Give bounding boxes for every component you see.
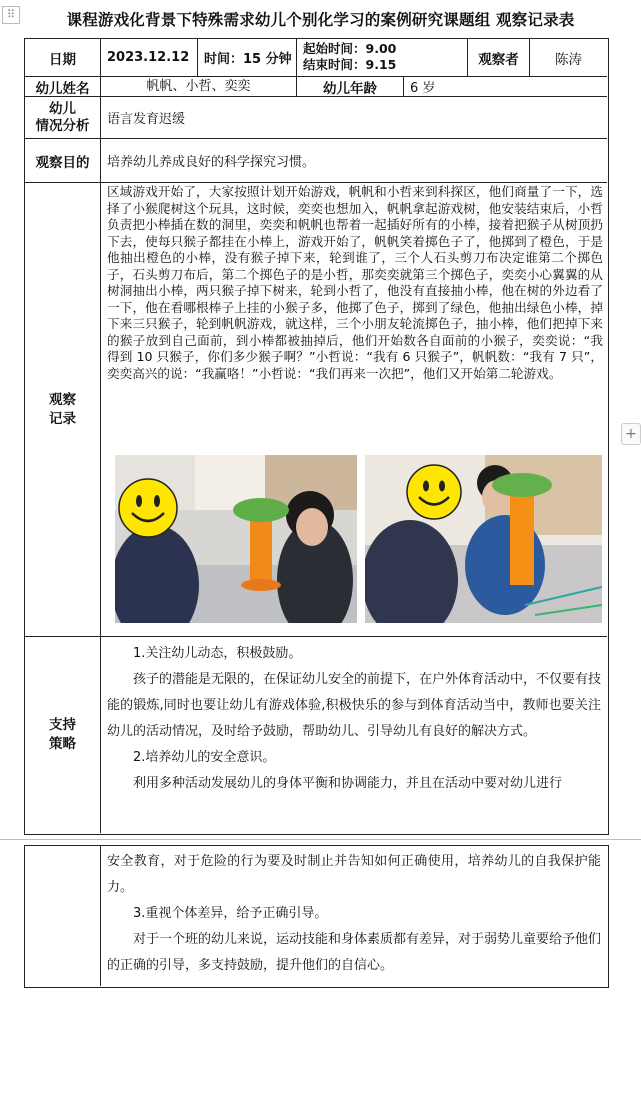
page-break bbox=[0, 839, 641, 840]
strategy-paragraph-2: 利用多种活动发展幼儿的身体平衡和协调能力，并且在活动中要对幼儿进行 bbox=[133, 776, 563, 791]
child-age-label: 幼儿年龄 bbox=[297, 77, 404, 97]
continuation-paragraph-1: 安全教育，对于危险的行为要及时制止并告知如何正确使用，培养幼儿的自我保护能力。 bbox=[107, 854, 601, 895]
smiley-face-icon bbox=[405, 463, 463, 521]
purpose-label: 观察目的 bbox=[25, 139, 101, 183]
strategy-text bbox=[101, 637, 607, 833]
strategy-paragraph-3: 对于一个班的幼儿来说，运动技能和身体素质都有差异，对于弱势儿童要给予他们的正确的引导，多支持鼓励，提升他们的自信心。 bbox=[107, 932, 602, 973]
situation-label: 幼儿 情况分析 bbox=[25, 97, 101, 139]
page-title: 课程游戏化背景下特殊需求幼儿个别化学习的案例研究课题组 观察记录表 bbox=[66, 11, 575, 29]
observer-label: 观察者 bbox=[468, 39, 530, 77]
strategy-heading-1: 1.关注幼儿动态，积极鼓励。 bbox=[133, 646, 302, 661]
activity-photo-1 bbox=[115, 455, 357, 623]
record-text: 区域游戏开始了，大家按照计划开始游戏，帆帆和小哲来到科探区，他们商量了一下，选择了小猴爬树这个玩具，这时候，奕奕也想加入，帆帆拿起游戏树，他安装结束后，小哲负责把小棒插在数的洞里，奕奕和帆帆也帮着一起插好所有的小棒，接着把猴子从树顶扔下去，使每只猴子都挂在小棒上，游戏开始了，帆帆笑着掷色子了，他掷到了橙色，于是他抽出橙色的小棒，没有猴子掉下来，轮到谁了，三个人石头剪刀布决定谁第二个掷色子，石头剪刀布后，第二个掷色子的是小哲，那奕奕就第三个掷色子，奕奕小心翼翼的从树洞抽出小棒，两只猴子掉下树来，轮到小哲了，他没有直接抽小棒，他在树的外边看了一下，他在看哪根棒子上挂的小猴子多，他掷了色子，掷到了绿色，他抽出绿色小棒，掉下来三只猴子，轮到帆帆游戏，就这样，三个小朋友轮流掷色子，抽小棒，他们把掉下来的猴子放到自己面前，到小棒都被抽掉后，他们开始数各自面前的小猴子，奕奕说：“我得到 10 只猴子，你们多少猴子啊？”小哲说：“我有 6 只猴子”，帆帆数：“我有 7 只”，奕奕高兴的说：“我赢咯！”小哲说：“我们再来一次把”，他们又开始第二轮游戏。 bbox=[107, 184, 603, 381]
purpose-value: 培养幼儿养成良好的科学探究习惯。 bbox=[101, 139, 607, 183]
start-time: 起始时间：9.00 bbox=[303, 41, 397, 56]
strategy-heading-3: 3.重视个体差异，给予正确引导。 bbox=[133, 906, 328, 921]
smiley-face-icon bbox=[117, 477, 179, 539]
duration: 时间：15 分钟 bbox=[198, 39, 297, 77]
activity-photo-2 bbox=[365, 455, 602, 623]
observation-table bbox=[24, 38, 609, 835]
strategy-heading-2: 2.培养幼儿的安全意识。 bbox=[133, 750, 276, 765]
strategy-paragraph-1: 孩子的潜能是无限的，在保证幼儿安全的前提下，在户外体育活动中，不仅要有技能的锻炼,同时也要让幼儿有游戏体验,积极快乐的参与到体育活动当中，教师也要关注幼儿的活动情况，及时给予鼓励，帮助幼儿、引导幼儿有良好的解决方式。 bbox=[107, 672, 602, 739]
continuation-label-cell bbox=[25, 846, 101, 986]
move-handle-icon[interactable]: ⠿ bbox=[2, 6, 20, 24]
date-label: 日期 bbox=[25, 39, 101, 77]
plus-icon[interactable]: + bbox=[621, 423, 641, 445]
observer-value: 陈涛 bbox=[530, 39, 607, 77]
date-value: 2023.12.12 bbox=[101, 39, 198, 77]
record-cell bbox=[101, 183, 607, 637]
record-label: 观察 记录 bbox=[25, 183, 101, 637]
end-time: 结束时间：9.15 bbox=[303, 57, 397, 72]
child-name-value: 帆帆、小哲、奕奕 bbox=[101, 77, 297, 97]
time-range bbox=[297, 39, 468, 77]
continuation-text bbox=[101, 846, 607, 986]
continuation-table bbox=[24, 845, 609, 988]
child-name-label: 幼儿姓名 bbox=[25, 77, 101, 97]
strategy-label: 支持 策略 bbox=[25, 637, 101, 833]
situation-value: 语言发育迟缓 bbox=[101, 97, 607, 139]
child-age-value: 6 岁 bbox=[404, 77, 607, 97]
